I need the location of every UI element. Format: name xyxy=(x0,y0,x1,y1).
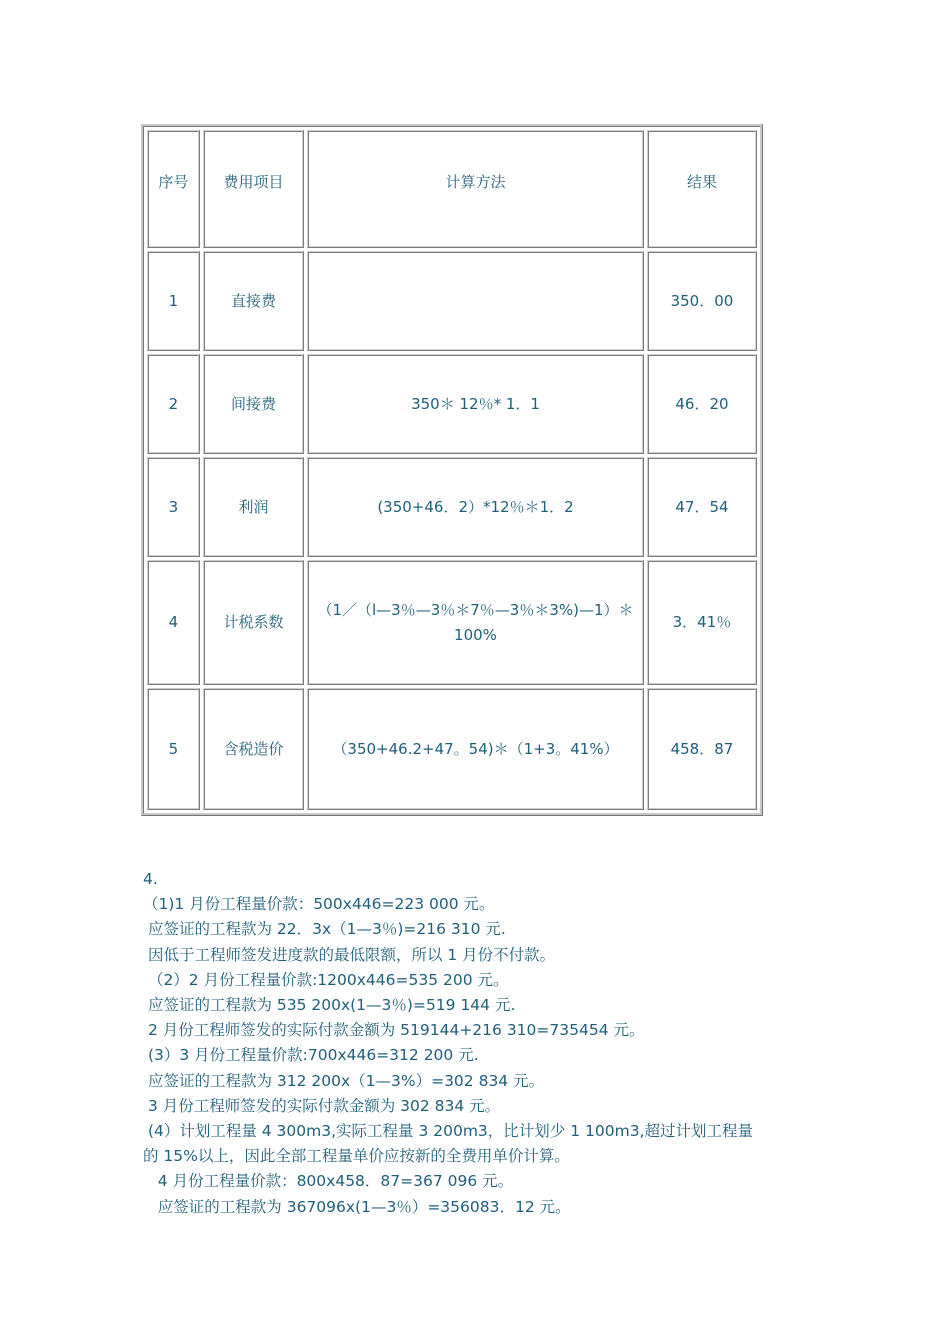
cell-item: 含税造价 xyxy=(203,688,304,810)
cell-result: 458．87 xyxy=(647,688,757,810)
cell-method xyxy=(307,251,644,351)
header-result: 结果 xyxy=(647,130,757,248)
cell-item: 直接费 xyxy=(203,251,304,351)
cell-result: 3．41％ xyxy=(647,560,757,685)
cell-no: 2 xyxy=(147,354,200,454)
table-row xyxy=(147,457,757,557)
notes-line: 应签证的工程款为 312 200x（1—3%）=302 834 元。 xyxy=(143,1071,545,1090)
notes-line: 的 15%以上，因此全部工程量单价应按新的全费用单价计算。 xyxy=(143,1147,570,1166)
cell-no: 3 xyxy=(147,457,200,557)
table-row xyxy=(147,688,757,810)
notes-line: 应签证的工程款为 367096x(1—3％）=356083．12 元。 xyxy=(143,1197,571,1216)
header-method: 计算方法 xyxy=(307,130,644,248)
cell-item: 间接费 xyxy=(203,354,304,454)
header-item: 费用项目 xyxy=(203,130,304,248)
table-row xyxy=(147,560,757,685)
table-row xyxy=(147,251,757,351)
notes-line: 4 月份工程量价款：800x458．87=367 096 元。 xyxy=(143,1172,514,1191)
cell-no: 1 xyxy=(147,251,200,351)
cost-calculation-table xyxy=(141,124,763,816)
notes-line: (4）计划工程量 4 300m3,实际工程量 3 200m3，比计划少 1 100m3,超过计划工程量 xyxy=(143,1122,753,1141)
cell-item: 利润 xyxy=(203,457,304,557)
notes-line: 3 月份工程师签发的实际付款金额为 302 834 元。 xyxy=(143,1096,501,1115)
cell-no: 4 xyxy=(147,560,200,685)
cell-result: 46．20 xyxy=(647,354,757,454)
table-header-row xyxy=(147,130,757,248)
cell-method: （1／（l—3％—3％＊7％—3％＊3%)—1）＊100% xyxy=(307,560,644,685)
cell-result: 47．54 xyxy=(647,457,757,557)
cell-item: 计税系数 xyxy=(203,560,304,685)
header-no: 序号 xyxy=(147,130,200,248)
notes-line: 因低于工程师签发进度款的最低限额，所以 1 月份不付款。 xyxy=(143,945,556,964)
cell-result: 350．00 xyxy=(647,251,757,351)
notes-line: （2）2 月份工程量价款:1200x446=535 200 元。 xyxy=(143,970,509,989)
cell-no: 5 xyxy=(147,688,200,810)
notes-line: 应签证的工程款为 22．3x（1—3％)=216 310 元. xyxy=(143,920,506,939)
table-row xyxy=(147,354,757,454)
cell-method: 350＊ 12％* 1．1 xyxy=(307,354,644,454)
cell-method: （350+46.2+47。54)＊（1+3。41%） xyxy=(307,688,644,810)
notes-heading: 4. xyxy=(143,870,158,888)
calculation-notes xyxy=(143,867,813,1220)
notes-line: （1)1 月份工程量价款：500x446=223 000 元。 xyxy=(143,895,495,914)
notes-line: 2 月份工程师签发的实际付款金额为 519144+216 310=735454 元。 xyxy=(143,1021,645,1040)
cell-method: (350+46．2）*12％＊1．2 xyxy=(307,457,644,557)
notes-line: (3）3 月份工程量价款:700x446=312 200 元. xyxy=(143,1046,479,1065)
notes-line: 应签证的工程款为 535 200x(1—3％)=519 144 元. xyxy=(143,996,516,1015)
